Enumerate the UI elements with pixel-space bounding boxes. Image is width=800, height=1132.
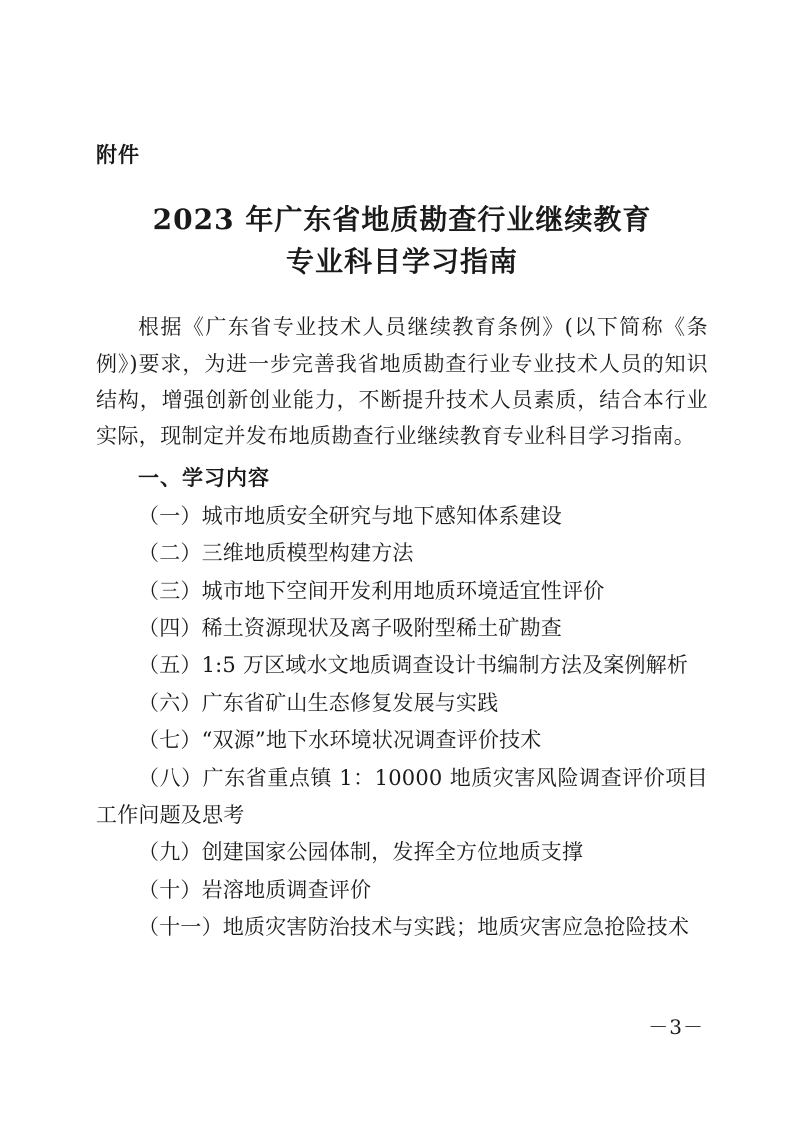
document-content [96,140,708,946]
attachment-label: 附件 [96,142,140,167]
section-heading-study-content: 一、学习内容 [138,464,270,490]
page-title-line-1: 2023 年广东省地质勘查行业继续教育 [152,203,652,237]
list-item: （七）“双源”地下水环境状况调查评价技术 [138,728,542,753]
list-item: （二）三维地质模型构建方法 [138,541,414,566]
page-title [96,199,708,283]
list-item: （八）广东省重点镇 1：10000 地质灾害风险调查评价项目工作问题及思考 [96,765,708,827]
list-item: （一）城市地质安全研究与地下感知体系建设 [138,503,562,528]
list-item: （十）岩溶地质调查评价 [138,877,372,902]
intro-paragraph: 根据《广东省专业技术人员继续教育条例》(以下简称《条例》)要求，为进一步完善我省地质勘查行业专业技术人员的知识结构，增强创新创业能力，不断提升技术人员素质，结合本行业实际，现制定并发布地质勘查行业继续教育专业科目学习指南。 [96,315,708,448]
list-item: （四）稀土资源现状及离子吸附型稀土矿勘查 [138,616,562,641]
list-item: （六）广东省矿山生态修复发展与实践 [138,690,499,715]
list-item: （十一）地质灾害防治技术与实践；地质灾害应急抢险技术 [138,915,690,940]
page-title-line-2: 专业科目学习指南 [285,245,518,279]
list-item: （三）城市地下空间开发利用地质环境适宜性评价 [138,578,605,603]
list-item: （九）创建国家公园体制，发挥全方位地质支撑 [138,840,584,865]
list-item: （五）1:5 万区域水文地质调查设计书编制方法及案例解析 [138,653,689,678]
page-number: －3－ [648,1015,704,1039]
